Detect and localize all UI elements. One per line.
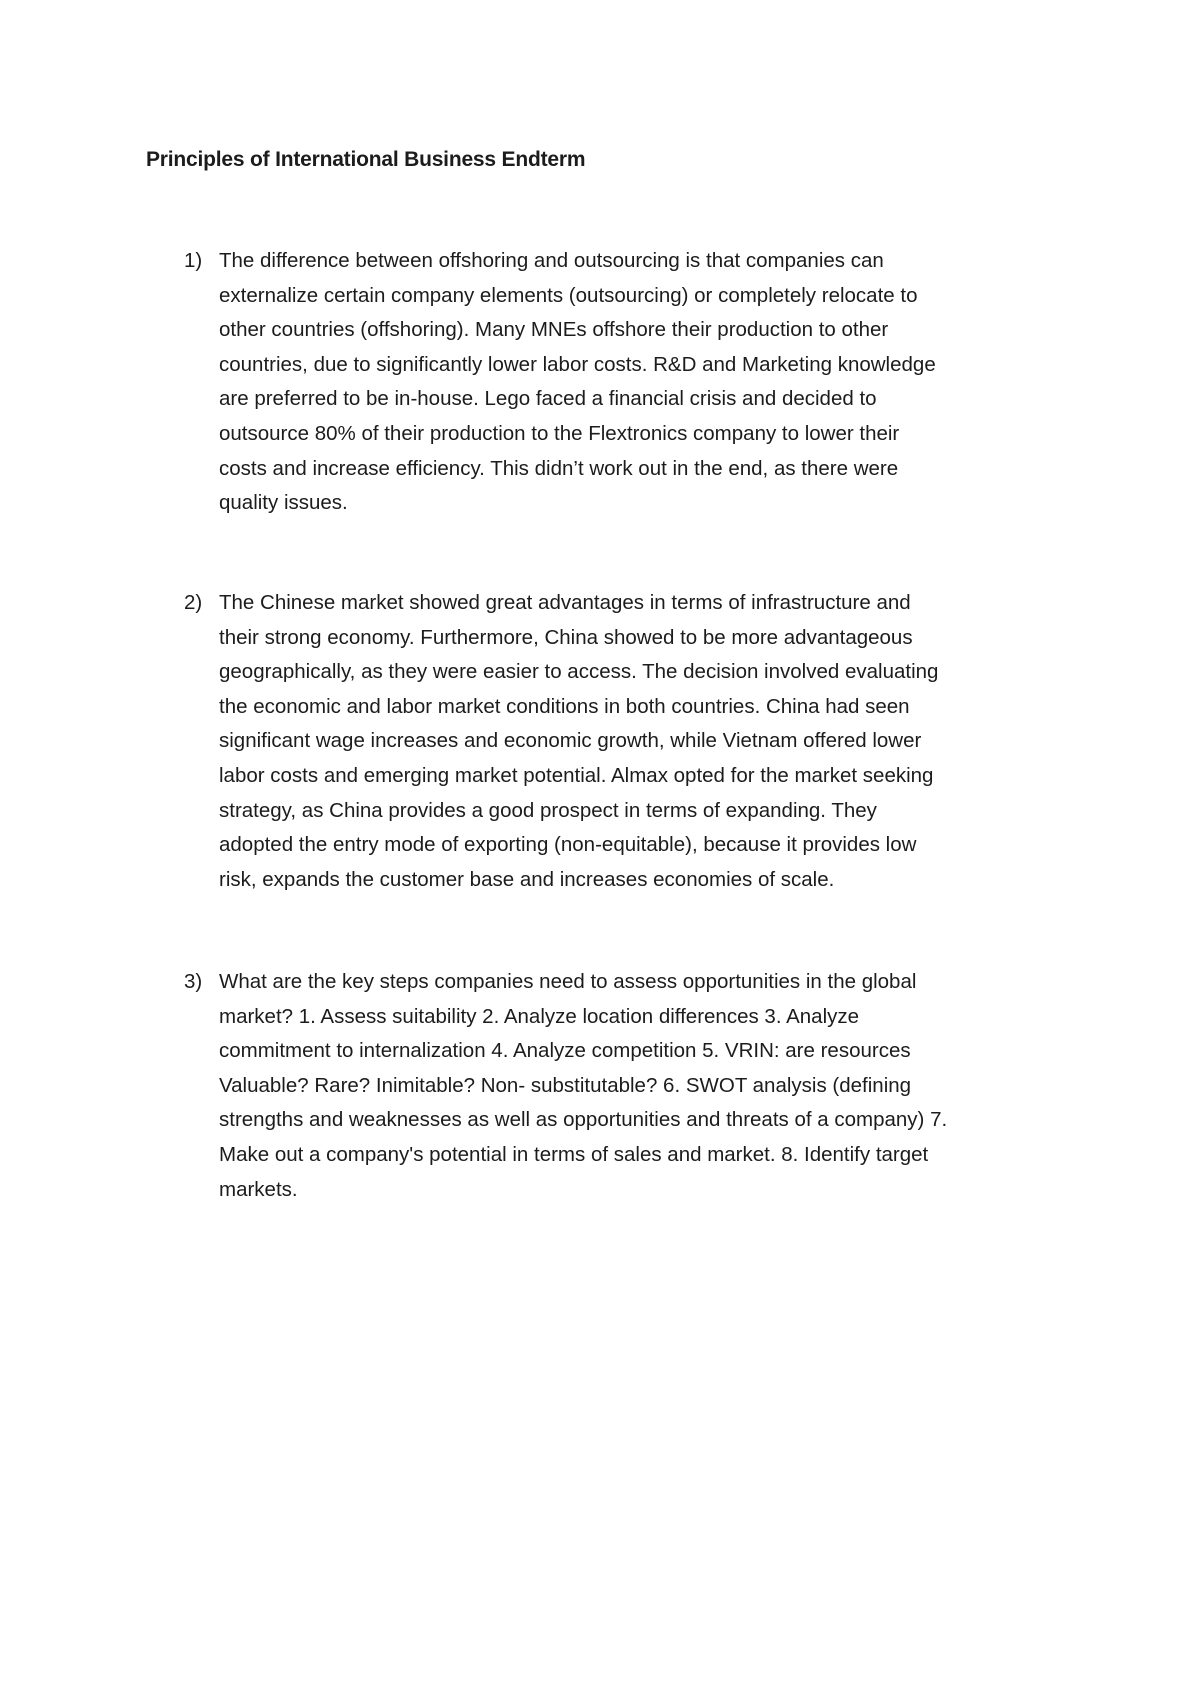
text-line: costs and increase efficiency. This didn’t work out in the end, as there were <box>219 456 899 480</box>
text-line: The Chinese market showed great advantages in terms of infrastructure and <box>219 591 911 614</box>
text-line: labor costs and emerging market potential. Almax opted for the market seeking <box>219 763 934 787</box>
text-line: externalize certain company elements (outsourcing) or completely relocate to <box>219 283 918 307</box>
text-line: The difference between offshoring and outsourcing is that companies can <box>219 249 884 272</box>
text-line: are preferred to be in-house. Lego faced a financial crisis and decided to <box>219 387 877 411</box>
text-line: strategy, as China provides a good prospect in terms of expanding. They <box>219 798 877 822</box>
question-number: 1) <box>184 249 203 272</box>
question-answer-text <box>219 244 1049 521</box>
text-line: markets. <box>219 1177 298 1201</box>
text-line: significant wage increases and economic growth, while Vietnam offered lower <box>219 729 922 753</box>
text-line: their strong economy. Furthermore, China showed to be more advantageous <box>219 625 913 649</box>
question-number: 3) <box>184 970 203 993</box>
text-line: the economic and labor market conditions in both countries. China had seen <box>219 694 910 718</box>
text-line: strengths and weaknesses as well as opportunities and threats of a company) 7. <box>219 1108 948 1132</box>
text-line: quality issues. <box>219 491 348 515</box>
text-line: adopted the entry mode of exporting (non-equitable), because it provides low <box>219 833 917 857</box>
text-line: geographically, as they were easier to access. The decision involved evaluating <box>219 660 939 684</box>
text-line: commitment to internalization 4. Analyze competition 5. VRIN: are resources <box>219 1039 911 1063</box>
question-answer-text <box>219 586 1049 897</box>
question-number: 2) <box>184 591 203 614</box>
text-line: risk, expands the customer base and increases economies of scale. <box>219 867 835 891</box>
text-line: other countries (offshoring). Many MNEs offshore their production to other <box>219 318 889 342</box>
text-line: market? 1. Assess suitability 2. Analyze location differences 3. Analyze <box>219 1004 860 1028</box>
text-line: Valuable? Rare? Inimitable? Non- substitutable? 6. SWOT analysis (defining <box>219 1073 912 1097</box>
text-line: outsource 80% of their production to the Flextronics company to lower their <box>219 421 900 445</box>
text-line: Make out a company's potential in terms of sales and market. 8. Identify target <box>219 1142 929 1166</box>
text-line: countries, due to significantly lower labor costs. R&D and Marketing knowledge <box>219 352 936 376</box>
text-line: What are the key steps companies need to assess opportunities in the global <box>219 970 917 993</box>
question-answer-text <box>219 965 1049 1207</box>
document-title: Principles of International Business Endterm <box>146 148 586 171</box>
